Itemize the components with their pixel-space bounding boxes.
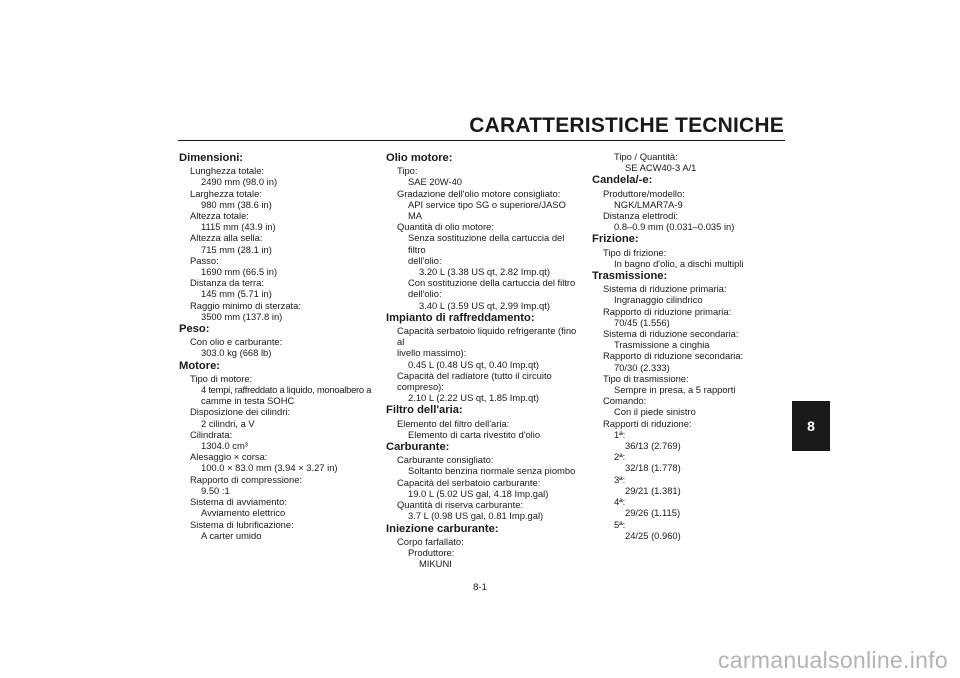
spec-line: 29/26 (1.115) xyxy=(625,507,681,519)
spec-line: In bagno d'olio, a dischi multipli xyxy=(614,257,744,269)
spec-line: 2 cilindri, a V xyxy=(201,417,255,429)
spec-line: 5ª: xyxy=(614,518,626,530)
spec-line: Disposizione dei cilindri: xyxy=(190,406,291,418)
spec-line: Tipo di trasmissione: xyxy=(603,372,689,384)
spec-line: 1304.0 cm³ xyxy=(201,440,248,452)
spec-line: Con olio e carburante: xyxy=(190,336,283,348)
section-heading: Peso: xyxy=(179,323,210,336)
spec-line: SE ACW40-3 A/1 xyxy=(625,162,697,174)
spec-line: Quantità di riserva carburante: xyxy=(397,499,524,511)
spec-line: 3.20 L (3.38 US qt, 2.82 Imp.qt) xyxy=(419,266,550,278)
spec-line: Capacità serbatoio liquido refrigerante (fino al xyxy=(397,325,577,348)
spec-line: 145 mm (5.71 in) xyxy=(201,288,272,300)
title-rule xyxy=(178,140,785,141)
spec-line: 9.50 :1 xyxy=(201,484,230,496)
spec-line: 2490 mm (98.0 in) xyxy=(201,176,278,188)
spec-line: 70/30 (2.333) xyxy=(614,361,670,373)
spec-line: 2ª: xyxy=(614,451,626,463)
spec-line: Rapporto di riduzione primaria: xyxy=(603,305,732,317)
section-heading: Filtro dell'aria: xyxy=(386,404,463,417)
spec-line: dell'olio: xyxy=(408,254,442,266)
spec-line: Sistema di avviamento: xyxy=(190,496,287,508)
spec-line: Alesaggio × corsa: xyxy=(190,451,268,463)
spec-line: Comando: xyxy=(603,395,647,407)
spec-line: 100.0 × 83.0 mm (3.94 × 3.27 in) xyxy=(201,462,338,474)
spec-line: Corpo farfallato: xyxy=(397,535,464,547)
spec-line: 1115 mm (43.9 in) xyxy=(201,221,276,233)
spec-line: 19.0 L (5.02 US gal, 4.18 Imp.gal) xyxy=(408,487,549,499)
spec-line: Passo: xyxy=(190,254,219,266)
spec-line: 36/13 (2.769) xyxy=(625,440,681,452)
spec-line: A carter umido xyxy=(201,529,262,541)
spec-line: 715 mm (28.1 in) xyxy=(201,243,272,255)
spec-line: Avviamento elettrico xyxy=(201,507,286,519)
spec-line: 3500 mm (137.8 in) xyxy=(201,310,283,322)
spec-line: Distanza elettrodi: xyxy=(603,210,679,222)
spec-line: Distanza da terra: xyxy=(190,277,264,289)
spec-line: Altezza alla sella: xyxy=(190,232,263,244)
section-heading: Carburante: xyxy=(386,441,450,454)
spec-line: dell'olio: xyxy=(408,288,442,300)
spec-line: API service tipo SG o superiore/JASO MA xyxy=(408,198,566,222)
spec-line: Sistema di riduzione primaria: xyxy=(603,283,727,295)
spec-line: Sistema di riduzione secondaria: xyxy=(603,328,739,340)
spec-line: Tipo di frizione: xyxy=(603,246,667,258)
spec-line: Quantità di olio motore: xyxy=(397,221,494,233)
spec-line: Rapporti di riduzione: xyxy=(603,417,692,429)
spec-line: 2.10 L (2.22 US qt, 1.85 Imp.qt) xyxy=(408,392,539,404)
spec-column-2 xyxy=(386,151,582,569)
spec-line: Senza sostituzione della cartuccia del filtro xyxy=(408,232,565,255)
spec-line: Produttore: xyxy=(408,546,455,558)
watermark-link[interactable]: carmanualsonline.info xyxy=(717,647,948,673)
spec-line: Produttore/modello: xyxy=(603,187,685,199)
spec-line: Con il piede sinistro xyxy=(614,406,696,418)
spec-line: 303.0 kg (668 lb) xyxy=(201,347,272,359)
section-heading: Olio motore: xyxy=(386,152,453,164)
spec-line: Capacità del serbatoio carburante: xyxy=(397,476,541,488)
spec-line: Tipo: xyxy=(397,165,418,177)
spec-line: 1ª: xyxy=(614,428,626,440)
spec-line: 24/25 (0.960) xyxy=(625,529,681,541)
spec-line: Elemento del filtro dell'aria: xyxy=(397,417,510,429)
spec-line: Gradazione dell'olio motore consigliato: xyxy=(397,187,561,199)
spec-line: 0.45 L (0.48 US qt, 0.40 Imp.qt) xyxy=(408,358,539,370)
spec-line: Lunghezza totale: xyxy=(190,165,265,177)
spec-line: 3.40 L (3.59 US qt, 2.99 Imp.qt) xyxy=(419,299,550,311)
section-heading: Candela/-e: xyxy=(592,174,653,187)
spec-line: 3.7 L (0.98 US gal, 0.81 Imp.gal) xyxy=(408,510,544,522)
spec-line: Soltanto benzina normale senza piombo xyxy=(408,465,576,477)
spec-line: 29/21 (1.381) xyxy=(625,484,681,496)
page-title: CARATTERISTICHE TECNICHE xyxy=(469,114,784,137)
spec-line: Altezza totale: xyxy=(190,210,249,222)
spec-line: NGK/LMAR7A-9 xyxy=(614,198,683,210)
spec-line: Tipo di motore: xyxy=(190,372,253,384)
spec-line: Con sostituzione della cartuccia del filtro xyxy=(408,277,576,289)
spec-line: Larghezza totale: xyxy=(190,187,262,199)
spec-line: Elemento di carta rivestito d'olio xyxy=(408,428,541,440)
spec-line: Trasmissione a cinghia xyxy=(614,339,710,351)
spec-line: Tipo / Quantità: xyxy=(614,151,678,162)
spec-column-1 xyxy=(179,151,374,541)
spec-line: compreso): xyxy=(397,381,444,393)
spec-line: 32/18 (1.778) xyxy=(625,462,681,474)
spec-line: SAE 20W-40 xyxy=(408,176,463,188)
spec-line: 4 tempi, raffreddato a liquido, monoalbero a xyxy=(201,384,372,396)
spec-line: camme in testa SOHC xyxy=(201,395,295,407)
section-heading: Dimensioni: xyxy=(179,152,244,164)
spec-line: MIKUNI xyxy=(419,558,452,570)
spec-line: 3ª: xyxy=(614,473,626,485)
spec-line: Rapporto di riduzione secondaria: xyxy=(603,350,744,362)
spec-line: 0.8–0.9 mm (0.031–0.035 in) xyxy=(614,221,735,233)
chapter-tab[interactable]: 8 xyxy=(792,401,830,451)
spec-line: 980 mm (38.6 in) xyxy=(201,198,272,210)
spec-line: 1690 mm (66.5 in) xyxy=(201,266,278,278)
spec-line: Sempre in presa, a 5 rapporti xyxy=(614,384,736,396)
section-heading: Frizione: xyxy=(592,233,639,246)
spec-line: Carburante consigliato: xyxy=(397,454,494,466)
spec-line: 4ª: xyxy=(614,496,626,508)
spec-line: Ingranaggio cilindrico xyxy=(614,294,703,306)
spec-line: Raggio minimo di sterzata: xyxy=(190,299,301,311)
spec-line: livello massimo): xyxy=(397,347,467,359)
page-number: 8-1 xyxy=(473,582,487,593)
section-heading: Impianto di raffreddamento: xyxy=(386,311,535,324)
spec-line: Cilindrata: xyxy=(190,428,233,440)
section-heading: Motore: xyxy=(179,359,221,372)
spec-line: Sistema di lubrificazione: xyxy=(190,518,294,530)
section-heading: Iniezione carburante: xyxy=(386,522,499,535)
spec-column-3 xyxy=(592,151,788,541)
spec-line: 70/45 (1.556) xyxy=(614,316,670,328)
spec-line: Rapporto di compressione: xyxy=(190,473,303,485)
spec-line: Capacità del radiatore (tutto il circuito xyxy=(397,369,552,381)
section-heading: Trasmissione: xyxy=(592,270,668,283)
